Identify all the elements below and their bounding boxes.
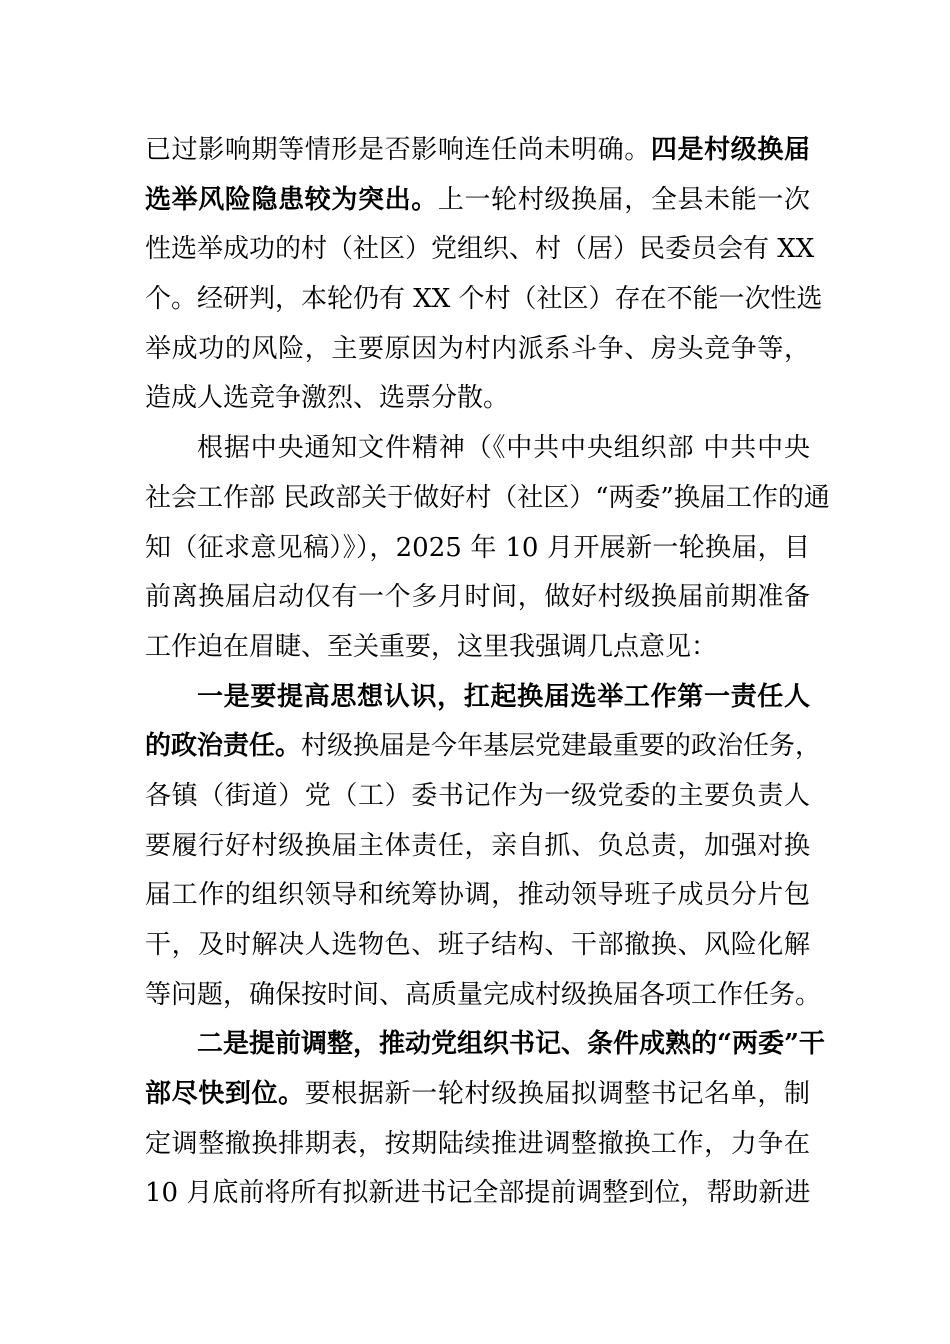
text-line [145, 971, 822, 1021]
text-segment: 根据中央通知文件精神（《中共中央组织部 中共中央 [197, 433, 810, 464]
bold-text-segment: 二是提前调整，推动党组织书记、条件成熟的“两委”干 [197, 1029, 825, 1060]
text-segment: 社会工作部 民政部关于做好村（社区）“两委”换届工作的通 [145, 482, 830, 513]
text-segment: 前离换届启动仅有一个多月时间，做好村级换届前期准备 [145, 582, 810, 613]
text-segment: 已过影响期等情形是否影响连任尚未明确。 [145, 135, 651, 165]
text-segment: 10 月底前将所有拟新进书记全部提前调整到位，帮助新进 [145, 1178, 811, 1209]
text-line [145, 1070, 810, 1120]
text-segment: 工作迫在眉睫、至关重要，这里我强调几点意见： [145, 631, 718, 662]
text-line [145, 673, 810, 723]
text-segment: 届工作的组织领导和统筹协调，推动领导班子成员分片包 [145, 880, 810, 911]
text-line [145, 374, 810, 424]
bold-text-segment: 部尽快到位。 [145, 1079, 305, 1110]
text-line [145, 772, 810, 822]
text-line [145, 573, 810, 623]
text-line [145, 474, 830, 524]
text-line [145, 176, 810, 226]
text-line [145, 225, 815, 275]
body-text [145, 126, 830, 1219]
text-line [145, 1169, 810, 1219]
text-segment: 个。经研判，本轮仍有 XX 个村（社区）存在不能一次性选 [145, 284, 823, 315]
text-line [145, 275, 823, 325]
text-line [145, 325, 810, 375]
text-line [145, 524, 810, 574]
text-line [145, 623, 810, 673]
bold-text-segment: 一是要提高思想认识，扛起换届选举工作第一责任人 [197, 681, 810, 712]
text-line [145, 126, 810, 176]
text-segment: 要履行好村级换届主体责任，亲自抓、负总责，加强对换 [145, 830, 810, 861]
text-segment: 干，及时解决人选物色、班子结构、干部撤换、风险化解 [145, 930, 810, 960]
text-segment: 等问题，确保按时间、高质量完成村级换届各项工作任务。 [145, 979, 822, 1010]
text-line [145, 822, 810, 872]
text-line [145, 1120, 810, 1170]
text-line [145, 424, 810, 474]
text-line [145, 1020, 825, 1070]
text-segment: 造成人选竞争激烈、选票分散。 [145, 383, 510, 414]
text-line [145, 871, 810, 921]
bold-text-segment: 选举风险隐患较为突出。 [145, 184, 438, 215]
text-segment: 上一轮村级换届，全县未能一次 [437, 184, 810, 215]
bold-text-segment: 的政治责任。 [145, 731, 302, 762]
text-segment: 性选举成功的村（社区）党组织、村（居）民委员会有 XX [145, 234, 815, 265]
text-segment: 村级换届是今年基层党建最重要的政治任务， [301, 731, 822, 762]
text-segment: 各镇（街道）党（工）委书记作为一级党委的主要负责人 [145, 780, 810, 811]
text-line [145, 722, 822, 772]
text-segment: 要根据新一轮村级换届拟调整书记名单，制 [304, 1079, 810, 1110]
text-line [145, 921, 810, 971]
bold-text-segment: 四是村级换届 [650, 135, 810, 165]
text-segment: 举成功的风险，主要原因为村内派系斗争、房头竞争等， [145, 333, 810, 364]
text-segment: 知（征求意见稿）》），2025 年 10 月开展新一轮换届，目 [145, 532, 810, 563]
text-segment: 定调整撤换排期表，按期陆续推进调整撤换工作，力争在 [145, 1128, 810, 1159]
